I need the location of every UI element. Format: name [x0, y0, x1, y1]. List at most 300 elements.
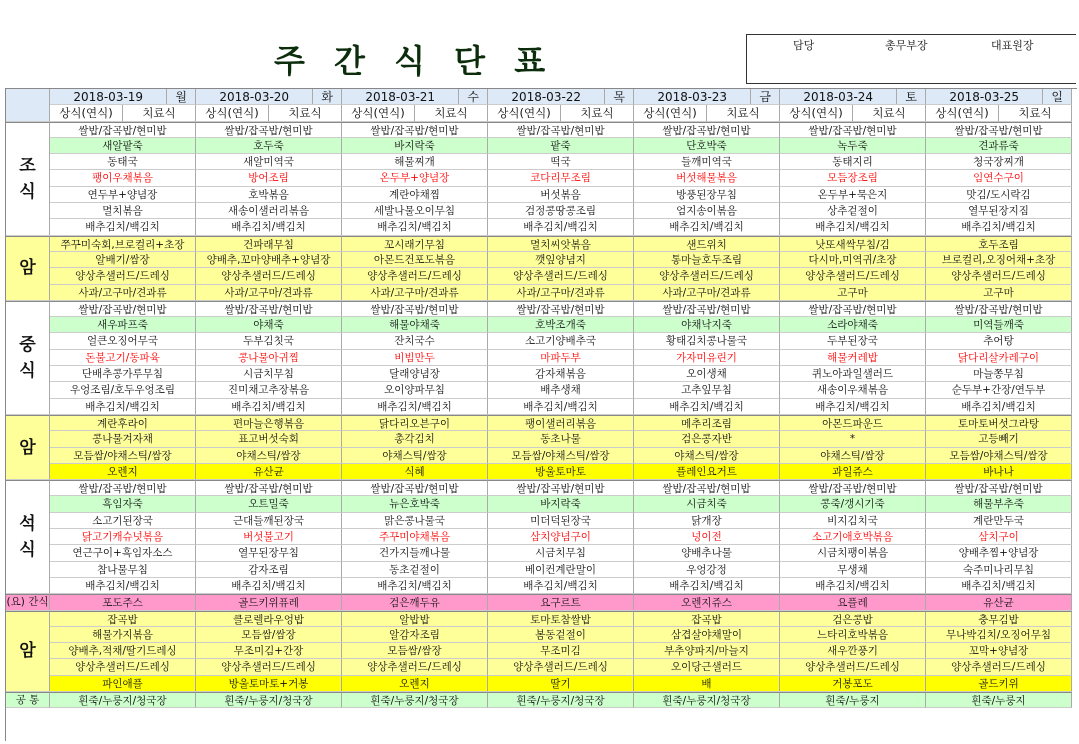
menu-item: 뉴은호박죽 — [342, 496, 488, 512]
sub-header-normal: 상식(연식) — [488, 105, 561, 121]
menu-item: 열무된장무침 — [196, 545, 342, 561]
menu-item: 사과/고구마/견과류 — [488, 285, 634, 301]
menu-item: 바지락죽 — [488, 496, 634, 512]
menu-item: 엄지송이볶음 — [634, 203, 780, 219]
meal-section-label: 중 식 — [6, 301, 50, 415]
menu-item: 아몬드건포도볶음 — [342, 252, 488, 268]
menu-item: 부추양파지/마늘지 — [634, 643, 780, 659]
menu-item: 편마늘은행볶음 — [196, 415, 342, 431]
sub-header-normal: 상식(연식) — [926, 105, 999, 121]
menu-item: 총각김치 — [342, 431, 488, 447]
menu-item: 양상추샐러드/드레싱 — [488, 268, 634, 284]
menu-item: 배추김치/백김치 — [780, 399, 926, 415]
menu-item: 동태국 — [50, 154, 196, 170]
menu-item: 유산균 — [196, 464, 342, 480]
menu-item: 요플레 — [780, 594, 926, 610]
menu-item: 시금치팽이볶음 — [780, 545, 926, 561]
menu-item: 쌀밥/잡곡밥/현미밥 — [342, 122, 488, 138]
menu-item: 고구마 — [926, 285, 1072, 301]
weekday-label: 월 — [175, 90, 187, 104]
menu-item: 쌀밥/잡곡밥/현미밥 — [342, 301, 488, 317]
date-label: 2018-03-19 — [50, 89, 167, 104]
menu-item: 무나박김치/오징어무침 — [926, 627, 1072, 643]
menu-item: 식혜 — [342, 464, 488, 480]
menu-item: 배추김치/백김치 — [488, 219, 634, 235]
menu-item: 쌀밥/잡곡밥/현미밥 — [196, 301, 342, 317]
menu-item: 야채스틱/쌈장 — [780, 448, 926, 464]
sub-header-therapy: 치료식 — [123, 105, 196, 121]
meal-section-label: 암 — [6, 611, 50, 692]
menu-item: 배추김치/백김치 — [488, 578, 634, 594]
menu-item: 해물찌개 — [342, 154, 488, 170]
menu-item: 낫또새싹무침/김 — [780, 236, 926, 252]
menu-item: 콩나물겨자채 — [50, 431, 196, 447]
menu-item: 오렌지쥬스 — [634, 594, 780, 610]
sub-header-therapy: 치료식 — [561, 105, 634, 121]
menu-item: 쌀밥/잡곡밥/현미밥 — [780, 301, 926, 317]
date-label: 2018-03-22 — [488, 89, 605, 104]
menu-item: 쌀밥/잡곡밥/현미밥 — [634, 301, 780, 317]
weekday-label: 목 — [613, 90, 625, 104]
menu-item: 방풍된장무침 — [634, 187, 780, 203]
menu-item: 양배추찜+양념장 — [926, 545, 1072, 561]
menu-item: 코다리무조림 — [488, 170, 634, 186]
menu-item: 시금치무침 — [196, 366, 342, 382]
menu-item: * — [780, 431, 926, 447]
menu-item: 퀴노아과일샐러드 — [780, 366, 926, 382]
menu-item: 배추김치/백김치 — [196, 578, 342, 594]
menu-item: 양상추샐러드/드레싱 — [50, 268, 196, 284]
menu-item: 시금치무침 — [488, 545, 634, 561]
menu-item: 팽이샐러리볶음 — [488, 415, 634, 431]
menu-item: 오트밀죽 — [196, 496, 342, 512]
menu-item: 배추김치/백김치 — [342, 399, 488, 415]
menu-item: 알밥밥 — [342, 611, 488, 627]
date-header — [488, 89, 634, 105]
menu-item: 소라야채죽 — [780, 317, 926, 333]
menu-item: 온두부+양념장 — [342, 170, 488, 186]
menu-item: 근대들깨된장국 — [196, 513, 342, 529]
menu-item: 메추리조림 — [634, 415, 780, 431]
page-title: 주 간 식 단 표 — [274, 42, 555, 80]
menu-item: 연근구이+흑임자소스 — [50, 545, 196, 561]
menu-item: 동태지리 — [780, 154, 926, 170]
menu-item: 쌀밥/잡곡밥/현미밥 — [780, 480, 926, 496]
menu-item: 오렌지 — [342, 676, 488, 692]
menu-item: 양배추,꼬마양배추+양념장 — [196, 252, 342, 268]
menu-item: 깻잎양념지 — [488, 252, 634, 268]
menu-item: 딸기 — [488, 676, 634, 692]
menu-item: 고등빼기 — [926, 431, 1072, 447]
menu-item: 아몬드파운드 — [780, 415, 926, 431]
menu-item: 배추김치/백김치 — [50, 399, 196, 415]
menu-item: 황태김치콩나물국 — [634, 333, 780, 349]
menu-item: 배추김치/백김치 — [926, 219, 1072, 235]
menu-item: 샌드위치 — [634, 236, 780, 252]
menu-item: 감자채볶음 — [488, 366, 634, 382]
menu-item: 파인애플 — [50, 676, 196, 692]
menu-item: 검은콩자반 — [634, 431, 780, 447]
menu-item: 얼큰오징어무국 — [50, 333, 196, 349]
menu-item: 골드키위 — [926, 676, 1072, 692]
menu-item: 쌀밥/잡곡밥/현미밥 — [488, 301, 634, 317]
menu-item: 콩나물아귀찜 — [196, 350, 342, 366]
weekday-label: 수 — [467, 90, 479, 104]
menu-item: 배추김치/백김치 — [780, 219, 926, 235]
menu-item: 검정콩땅콩조림 — [488, 203, 634, 219]
menu-item: 쌀밥/잡곡밥/현미밥 — [780, 122, 926, 138]
meal-section-label: 암 — [6, 236, 50, 301]
menu-item: 흰죽/누룽지/청국장 — [50, 692, 196, 708]
menu-item: 호두조림 — [926, 236, 1072, 252]
menu-item: 배추생채 — [488, 382, 634, 398]
menu-item: 두부김칫국 — [196, 333, 342, 349]
menu-item: 삼겹살야채말이 — [634, 627, 780, 643]
menu-item: 계란야채찜 — [342, 187, 488, 203]
approval-box — [746, 34, 1076, 84]
menu-item: 포도주스 — [50, 594, 196, 610]
menu-item: 삼치양념구이 — [488, 529, 634, 545]
menu-item: 잔치국수 — [342, 333, 488, 349]
menu-item: 흰죽/누룽지/청국장 — [196, 692, 342, 708]
menu-item: 꼬막+양념장 — [926, 643, 1072, 659]
menu-item: 참나물무침 — [50, 562, 196, 578]
approval-manager-label: 총무부장 — [885, 39, 928, 52]
menu-item: 녹두죽 — [780, 138, 926, 154]
menu-item: 진미채고추장볶음 — [196, 382, 342, 398]
date-label: 2018-03-25 — [926, 89, 1043, 104]
menu-item: 쌀밥/잡곡밥/현미밥 — [926, 301, 1072, 317]
menu-item: 다시마,미역귀/초장 — [780, 252, 926, 268]
menu-item: 충무김밥 — [926, 611, 1072, 627]
sub-header-therapy: 치료식 — [269, 105, 342, 121]
menu-item: 양상추샐러드/드레싱 — [926, 659, 1072, 675]
menu-item: 야채스틱/쌈장 — [342, 448, 488, 464]
menu-item: 계란후라이 — [50, 415, 196, 431]
menu-item: 골드키위퓨레 — [196, 594, 342, 610]
menu-item: 모듬쌈/야채스틱/쌈장 — [50, 448, 196, 464]
date-header — [634, 89, 780, 105]
corner-cell — [6, 89, 50, 122]
menu-item: 쌀밥/잡곡밥/현미밥 — [196, 480, 342, 496]
menu-item: 야채낙지죽 — [634, 317, 780, 333]
menu-item: 새알미역국 — [196, 154, 342, 170]
menu-item: 모듬쌈/쌈장 — [196, 627, 342, 643]
date-label: 2018-03-20 — [196, 89, 313, 104]
menu-item: 마파두부 — [488, 350, 634, 366]
menu-table — [5, 88, 1077, 741]
menu-item: 우엉강정 — [634, 562, 780, 578]
menu-item: 계란만두국 — [926, 513, 1072, 529]
menu-item: 무조미김+간장 — [196, 643, 342, 659]
menu-item: 모듬쌈/쌈장 — [342, 643, 488, 659]
menu-item: 봄동겉절이 — [488, 627, 634, 643]
menu-item: 시금치죽 — [634, 496, 780, 512]
menu-item: 맑은콩나물국 — [342, 513, 488, 529]
menu-item: 베이컨계란말이 — [488, 562, 634, 578]
menu-item: 동초나물 — [488, 431, 634, 447]
menu-item: 양배추나물 — [634, 545, 780, 561]
menu-item: 미역들깨죽 — [926, 317, 1072, 333]
menu-item: 무조미김 — [488, 643, 634, 659]
menu-item: 사과/고구마/견과류 — [50, 285, 196, 301]
menu-item: 주꾸미야채볶음 — [342, 529, 488, 545]
menu-item: 흰죽/누룽지/청국장 — [634, 692, 780, 708]
menu-item: 알감자조림 — [342, 627, 488, 643]
sub-header-normal: 상식(연식) — [780, 105, 853, 121]
menu-item: 통마늘호두조림 — [634, 252, 780, 268]
menu-item: 온두부+묵은지 — [780, 187, 926, 203]
menu-item: 청국장찌개 — [926, 154, 1072, 170]
menu-item: 야채죽 — [196, 317, 342, 333]
menu-item: 해물야채죽 — [342, 317, 488, 333]
menu-item: 콩죽/갱시기죽 — [780, 496, 926, 512]
menu-item: 호박볶음 — [196, 187, 342, 203]
menu-item: 토마토참쌀밥 — [488, 611, 634, 627]
menu-item: 팽이우채볶음 — [50, 170, 196, 186]
menu-item: 잡곡밥 — [634, 611, 780, 627]
menu-item: 비빔만두 — [342, 350, 488, 366]
menu-item: 배추김치/백김치 — [926, 399, 1072, 415]
menu-item: 방어조림 — [196, 170, 342, 186]
date-header — [196, 89, 342, 105]
menu-item: 방울토마토+거봉 — [196, 676, 342, 692]
meal-section-label: 암 — [6, 415, 50, 480]
menu-item: 배추김치/백김치 — [342, 219, 488, 235]
date-label: 2018-03-24 — [780, 89, 897, 104]
menu-item: 클로렐라우엉밥 — [196, 611, 342, 627]
menu-item: 멸치볶음 — [50, 203, 196, 219]
menu-item: 양상추샐러드/드레싱 — [342, 659, 488, 675]
menu-item: 요구르트 — [488, 594, 634, 610]
menu-item: 배추김치/백김치 — [50, 219, 196, 235]
date-label: 2018-03-23 — [634, 89, 751, 104]
menu-item: 플레인요거트 — [634, 464, 780, 480]
menu-item: 거봉포도 — [780, 676, 926, 692]
menu-item: 모듬쌈/야채스틱/쌈장 — [488, 448, 634, 464]
menu-item: 삼치구이 — [926, 529, 1072, 545]
menu-item: 소고기애호박볶음 — [780, 529, 926, 545]
menu-item: 배추김치/백김치 — [780, 578, 926, 594]
menu-item: 방울토마토 — [488, 464, 634, 480]
weekday-label: 일 — [1051, 90, 1063, 104]
menu-item: 호박조개죽 — [488, 317, 634, 333]
approval-director-label: 대표원장 — [991, 39, 1034, 52]
menu-item: 양상추샐러드/드레싱 — [196, 268, 342, 284]
menu-item: 양상추샐러드/드레싱 — [780, 268, 926, 284]
menu-item: 견과류죽 — [926, 138, 1072, 154]
menu-item: 쌀밥/잡곡밥/현미밥 — [488, 122, 634, 138]
meal-section-label: 석 식 — [6, 480, 50, 594]
menu-item: 두부된장국 — [780, 333, 926, 349]
menu-item: 단배추콩가루무침 — [50, 366, 196, 382]
menu-item: 순두부+간장/연두부 — [926, 382, 1072, 398]
menu-item: 해물가지볶음 — [50, 627, 196, 643]
menu-item: 쌀밥/잡곡밥/현미밥 — [926, 480, 1072, 496]
menu-item: 양상추샐러드/드레싱 — [488, 659, 634, 675]
menu-item: 고추잎무침 — [634, 382, 780, 398]
menu-item: 토마토버섯그라탕 — [926, 415, 1072, 431]
menu-item: 흰죽/누룽지/청국장 — [488, 692, 634, 708]
menu-item: 배추김치/백김치 — [634, 399, 780, 415]
menu-item: 가자미유린기 — [634, 350, 780, 366]
menu-item: 닭고기캐슈넛볶음 — [50, 529, 196, 545]
menu-item: 흰죽/누룽지/청국장 — [342, 692, 488, 708]
weekday-label: 화 — [321, 90, 333, 104]
menu-item: 양상추샐러드/드레싱 — [342, 268, 488, 284]
menu-item: 모듬장조림 — [780, 170, 926, 186]
meal-section-label: (요) 간식 — [6, 594, 50, 610]
menu-item: 우엉조림/호두우엉조림 — [50, 382, 196, 398]
menu-item: 오이생채 — [634, 366, 780, 382]
menu-item: 쭈꾸미숙회,브로컬리+초장 — [50, 236, 196, 252]
menu-item: 건파래무침 — [196, 236, 342, 252]
menu-item: 쌀밥/잡곡밥/현미밥 — [634, 480, 780, 496]
menu-item: 배추김치/백김치 — [342, 578, 488, 594]
sub-header-normal: 상식(연식) — [342, 105, 415, 121]
menu-item: 쌀밥/잡곡밥/현미밥 — [926, 122, 1072, 138]
menu-item: 쌀밥/잡곡밥/현미밥 — [50, 480, 196, 496]
menu-item: 쌀밥/잡곡밥/현미밥 — [50, 122, 196, 138]
sub-header-therapy: 치료식 — [999, 105, 1072, 121]
menu-item: 떡국 — [488, 154, 634, 170]
menu-item: 닭개장 — [634, 513, 780, 529]
menu-item: 새우파프죽 — [50, 317, 196, 333]
menu-item: 흰죽/누룽지 — [780, 692, 926, 708]
menu-item: 야채스틱/쌈장 — [196, 448, 342, 464]
menu-item: 소고기양배추국 — [488, 333, 634, 349]
menu-item: 느타리호박볶음 — [780, 627, 926, 643]
menu-item: 마늘쫑무침 — [926, 366, 1072, 382]
menu-item: 연두부+양념장 — [50, 187, 196, 203]
menu-item: 새송이샐러리볶음 — [196, 203, 342, 219]
menu-item: 새송이우채볶음 — [780, 382, 926, 398]
menu-item: 양상추샐러드/드레싱 — [634, 268, 780, 284]
menu-item: 쌀밥/잡곡밥/현미밥 — [196, 122, 342, 138]
menu-item: 숙주미나리무침 — [926, 562, 1072, 578]
date-header — [342, 89, 488, 105]
menu-item: 열무된장지짐 — [926, 203, 1072, 219]
menu-item: 넝이전 — [634, 529, 780, 545]
menu-item: 쌀밥/잡곡밥/현미밥 — [50, 301, 196, 317]
menu-item: 바지락죽 — [342, 138, 488, 154]
menu-item: 팥죽 — [488, 138, 634, 154]
menu-item: 검은콩밥 — [780, 611, 926, 627]
menu-item: 호두죽 — [196, 138, 342, 154]
date-header — [926, 89, 1072, 105]
menu-item: 꼬시래기무침 — [342, 236, 488, 252]
approval-staff-label: 담당 — [793, 39, 815, 52]
menu-item: 돈불고기/동파육 — [50, 350, 196, 366]
menu-item: 닭다리오븐구이 — [342, 415, 488, 431]
menu-item: 임연수구이 — [926, 170, 1072, 186]
menu-item: 과일쥬스 — [780, 464, 926, 480]
menu-item: 사과/고구마/견과류 — [634, 285, 780, 301]
menu-item: 표고버섯숙회 — [196, 431, 342, 447]
menu-item: 양배추,적채/딸기드레싱 — [50, 643, 196, 659]
menu-item: 오이당근샐러드 — [634, 659, 780, 675]
date-label: 2018-03-21 — [342, 89, 459, 104]
menu-item: 양상추샐러드/드레싱 — [196, 659, 342, 675]
sub-header-therapy: 치료식 — [415, 105, 488, 121]
menu-item: 사과/고구마/견과류 — [196, 285, 342, 301]
menu-item: 배추김치/백김치 — [50, 578, 196, 594]
menu-item: 미더덕된장국 — [488, 513, 634, 529]
menu-item: 배 — [634, 676, 780, 692]
menu-item: 해물부추죽 — [926, 496, 1072, 512]
menu-item: 흑임자죽 — [50, 496, 196, 512]
menu-item: 건가지들깨나물 — [342, 545, 488, 561]
menu-item: 야채스틱/쌈장 — [634, 448, 780, 464]
menu-item: 배추김치/백김치 — [488, 399, 634, 415]
menu-item: 세발나물오이무침 — [342, 203, 488, 219]
menu-item: 쌀밥/잡곡밥/현미밥 — [342, 480, 488, 496]
menu-item: 쌀밥/잡곡밥/현미밥 — [488, 480, 634, 496]
header — [0, 0, 1079, 88]
sub-header-normal: 상식(연식) — [50, 105, 123, 121]
sub-header-therapy: 치료식 — [853, 105, 926, 121]
menu-item: 닭다리살카레구이 — [926, 350, 1072, 366]
menu-item: 사과/고구마/견과류 — [342, 285, 488, 301]
menu-item: 오이양파무침 — [342, 382, 488, 398]
menu-item: 배추김치/백김치 — [196, 399, 342, 415]
menu-item: 배추김치/백김치 — [196, 219, 342, 235]
weekday-label: 금 — [759, 90, 771, 104]
menu-item: 유산균 — [926, 594, 1072, 610]
menu-item: 들깨미역국 — [634, 154, 780, 170]
date-header — [780, 89, 926, 105]
menu-item: 알배기/쌈장 — [50, 252, 196, 268]
menu-item: 달래양념장 — [342, 366, 488, 382]
menu-item: 무생채 — [780, 562, 926, 578]
menu-item: 동초겉절이 — [342, 562, 488, 578]
menu-item: 맛김/도시락김 — [926, 187, 1072, 203]
sub-header-normal: 상식(연식) — [634, 105, 707, 121]
menu-item: 단호박죽 — [634, 138, 780, 154]
menu-item: 버섯불고기 — [196, 529, 342, 545]
menu-item: 흰죽/누룽지 — [926, 692, 1072, 708]
menu-item: 양상추샐러드/드레싱 — [780, 659, 926, 675]
menu-item: 모듬쌈/야채스틱/쌈장 — [926, 448, 1072, 464]
menu-item: 상추겉절이 — [780, 203, 926, 219]
menu-item: 새우깐풍기 — [780, 643, 926, 659]
menu-item: 소고기된장국 — [50, 513, 196, 529]
menu-item: 양상추샐러드/드레싱 — [50, 659, 196, 675]
menu-item: 배추김치/백김치 — [926, 578, 1072, 594]
menu-item: 비지김치국 — [780, 513, 926, 529]
menu-item: 배추김치/백김치 — [634, 219, 780, 235]
menu-item: 잡곡밥 — [50, 611, 196, 627]
menu-item: 쌀밥/잡곡밥/현미밥 — [634, 122, 780, 138]
menu-item: 양상추샐러드/드레싱 — [926, 268, 1072, 284]
sub-header-therapy: 치료식 — [707, 105, 780, 121]
meal-section-label: 조 식 — [6, 122, 50, 236]
menu-item: 브로컬리,오징어채+초장 — [926, 252, 1072, 268]
date-header — [50, 89, 196, 105]
menu-item: 고구마 — [780, 285, 926, 301]
menu-item: 해물커레밥 — [780, 350, 926, 366]
menu-item: 바나나 — [926, 464, 1072, 480]
menu-item: 멸치씨앗볶음 — [488, 236, 634, 252]
menu-item: 버섯해물볶음 — [634, 170, 780, 186]
weekday-label: 토 — [905, 90, 917, 104]
menu-item: 감자조림 — [196, 562, 342, 578]
sub-header-normal: 상식(연식) — [196, 105, 269, 121]
menu-item: 오렌지 — [50, 464, 196, 480]
menu-item: 배추김치/백김치 — [634, 578, 780, 594]
menu-item: 버섯볶음 — [488, 187, 634, 203]
menu-item: 새알팥죽 — [50, 138, 196, 154]
